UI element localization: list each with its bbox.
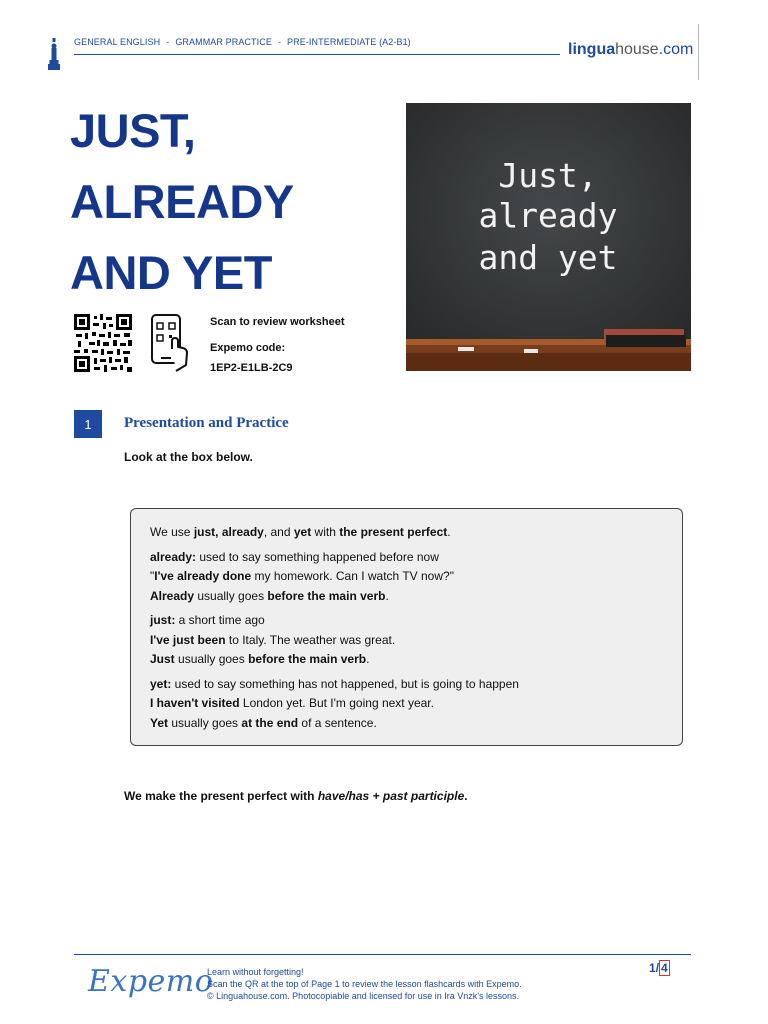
chalk-line: and yet — [478, 238, 618, 277]
chalkboard-image — [406, 103, 691, 371]
page-total-link[interactable]: 4 — [661, 961, 668, 975]
qr-code-icon[interactable] — [74, 314, 132, 372]
text: usually goes — [194, 588, 268, 603]
bold-text: yet — [293, 525, 312, 539]
header-vertical-rule — [698, 24, 699, 80]
rule-line — [150, 587, 682, 607]
definition-line — [150, 548, 682, 568]
example-line — [150, 694, 682, 714]
quote-mark: " — [150, 569, 155, 583]
page-separator: / — [655, 961, 660, 975]
bold-text: I've just been — [150, 632, 226, 647]
breadcrumb — [74, 37, 411, 47]
definition: used to say something happened before now — [196, 549, 439, 564]
section-title: Presentation and Practice — [124, 415, 289, 431]
footer-text — [207, 966, 522, 1002]
bold-text: Yet — [150, 715, 169, 730]
text: with — [311, 525, 340, 539]
scan-label: Scan to review worksheet — [210, 316, 345, 328]
statue-of-liberty-icon — [48, 38, 60, 70]
definition-line — [150, 611, 682, 631]
definition-line — [150, 675, 682, 695]
text: usually goes — [174, 652, 249, 666]
bold-text: Already — [150, 588, 195, 603]
bold-text: just, already — [193, 525, 264, 539]
grammar-box — [130, 508, 683, 746]
page-header — [48, 34, 700, 64]
scan-info — [210, 312, 345, 378]
term: already: — [150, 549, 197, 564]
text: We make the present perfect with — [124, 789, 318, 803]
page-number — [649, 961, 670, 975]
footer-rule — [74, 954, 691, 955]
expemo-logo[interactable]: Expemo — [88, 964, 214, 999]
bold-text: at the end — [241, 715, 299, 730]
text: my homework. Can I watch TV now?" — [251, 569, 454, 583]
expemo-code-label: Expemo code: — [210, 342, 286, 354]
text: , and — [263, 525, 294, 539]
phone-qr-scan-icon — [150, 313, 190, 373]
breadcrumb-grade: PRE-INTERMEDIATE (A2-B1) — [287, 37, 411, 47]
title-line: JUST, — [70, 104, 196, 157]
chalk-line: Just, — [498, 156, 598, 195]
term: just: — [150, 613, 176, 627]
text: We use — [150, 525, 194, 539]
already-block — [150, 548, 682, 607]
definition: used to say something has not happened, but is going to happen — [171, 676, 519, 691]
section-instruction: Look at the box below. — [124, 450, 253, 464]
text: usually goes — [168, 715, 242, 730]
bold-text: the present perfect — [339, 525, 448, 539]
rule-line — [150, 650, 682, 670]
chalk-line: already — [478, 196, 618, 235]
term: yet: — [150, 676, 172, 691]
present-perfect-note — [124, 789, 468, 803]
breadcrumb-separator: - — [166, 37, 170, 47]
header-rule — [74, 54, 560, 55]
logo-rest-part: house — [615, 41, 659, 58]
just-block — [150, 611, 682, 670]
linguahouse-logo[interactable] — [568, 41, 693, 59]
footer-instruction: Scan the QR at the top of Page 1 to review the lesson flashcards with Expemo. — [207, 979, 522, 989]
worksheet-title — [70, 95, 294, 308]
breadcrumb-separator: - — [277, 37, 282, 47]
rule-line — [150, 714, 682, 734]
footer-copyright: © Linguahouse.com. Photocopiable and licensed for use in Ira Vnzk's lessons. — [207, 991, 520, 1001]
expemo-code: 1EP2-E1LB-2C9 — [210, 362, 293, 374]
example-line — [150, 567, 682, 587]
example-line — [150, 631, 682, 651]
definition: a short time ago — [175, 613, 265, 627]
text: . — [464, 789, 468, 803]
box-intro — [150, 523, 682, 543]
bold-text: I've already done — [154, 569, 252, 583]
bold-text: before the main verb — [267, 588, 386, 603]
page-current: 1 — [649, 961, 656, 975]
title-line: AND YET — [70, 246, 272, 299]
bold-text: before the main verb — [248, 652, 367, 666]
bold-text: Just — [150, 652, 175, 666]
breadcrumb-level: GENERAL ENGLISH — [74, 37, 161, 47]
section-number-badge: 1 — [74, 410, 102, 438]
title-line: ALREADY — [70, 175, 294, 228]
text: . — [447, 525, 451, 539]
footer-tagline: Learn without forgetting! — [207, 967, 304, 977]
text: London yet. But I'm going next year. — [239, 696, 434, 710]
text: . — [366, 652, 370, 666]
text: of a sentence. — [298, 715, 377, 730]
italic-text: have/has + past participle — [317, 789, 465, 803]
text: . — [385, 588, 389, 603]
yet-block — [150, 675, 682, 734]
bold-text: I haven't visited — [150, 696, 240, 710]
breadcrumb-category: GRAMMAR PRACTICE — [175, 37, 272, 47]
logo-bold-part: lingua — [568, 41, 616, 58]
text: to Italy. The weather was great. — [225, 632, 396, 647]
logo-tld: .com — [658, 41, 694, 58]
